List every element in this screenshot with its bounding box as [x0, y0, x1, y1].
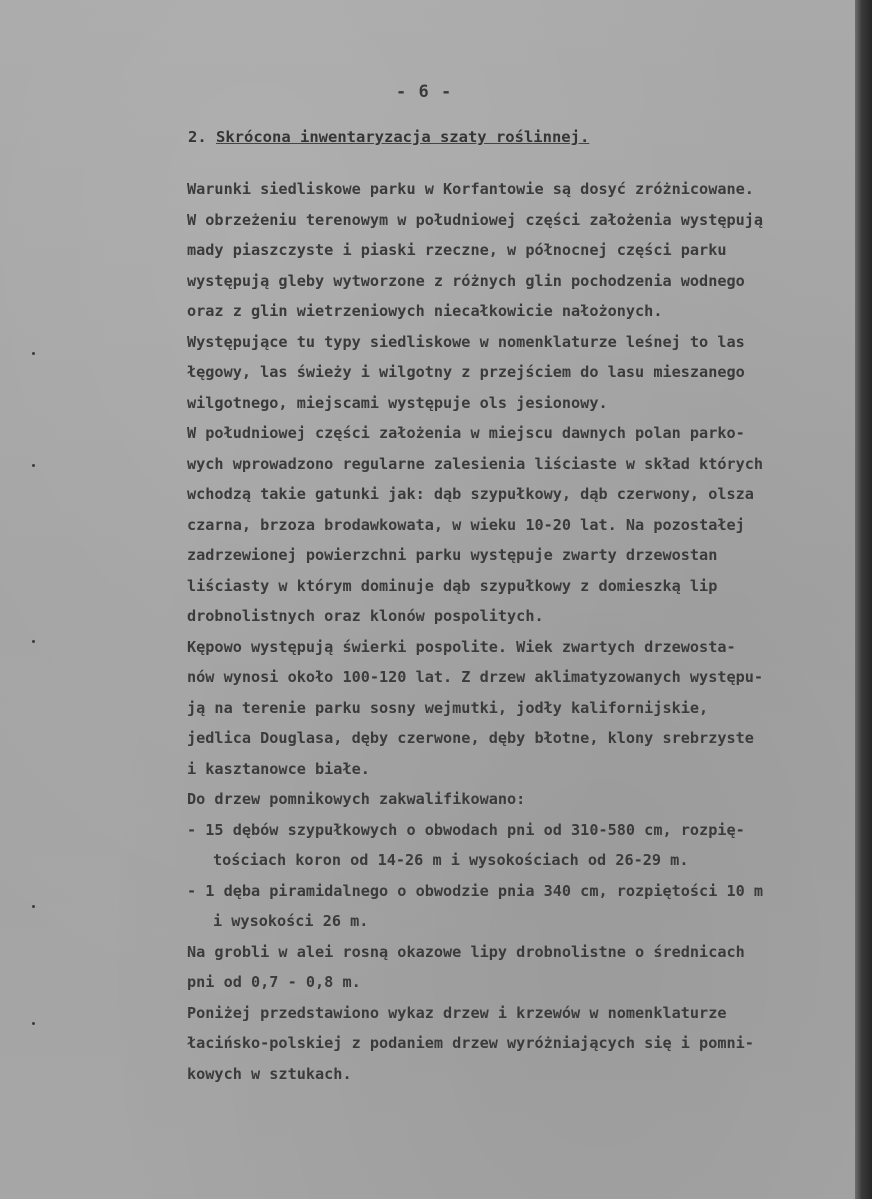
body-text	[187, 174, 855, 1089]
section-heading	[188, 128, 589, 146]
text-line: pni od 0,7 - 0,8 m.	[187, 973, 361, 991]
text-line: mady piaszczyste i piaski rzeczne, w północnej części parku	[187, 241, 727, 259]
text-line: Występujące tu typy siedliskowe w nomenklaturze leśnej to las	[187, 332, 745, 351]
text-line: łęgowy, las świeży i wilgotny z przejściem do lasu mieszanego	[187, 363, 745, 381]
punch-dot	[32, 905, 35, 908]
text-line: kowych w sztukach.	[187, 1064, 352, 1083]
punch-dot	[32, 640, 35, 643]
punch-dot	[32, 464, 35, 467]
text-line: występują gleby wytworzone z różnych glin pochodzenia wodnego	[187, 271, 745, 290]
punch-dot	[32, 352, 35, 355]
text-line: liściasty w którym dominuje dąb szypułkowy z domieszką lip	[187, 576, 718, 595]
section-number: 2.	[188, 128, 207, 146]
text-line: drobnolistnych oraz klonów pospolitych.	[187, 607, 544, 625]
text-line: czarna, brzoza brodawkowata, w wieku 10-20 lat. Na pozostałej	[187, 515, 745, 534]
text-line: Kępowo występują świerki pospolite. Wiek zwartych drzewosta-	[187, 637, 736, 656]
text-line: Warunki siedliskowe parku w Korfantowie są dosyć zróżnicowane.	[187, 180, 754, 198]
scan-edge	[855, 0, 872, 1199]
text-line: tościach koron od 14-26 m i wysokościach od 26-29 m.	[213, 851, 689, 869]
text-line: wilgotnego, miejscami występuje ols jesionowy.	[187, 393, 608, 412]
text-line: W południowej części założenia w miejscu dawnych polan parko-	[187, 424, 745, 442]
text-line: Poniżej przedstawiono wykaz drzew i krzewów w nomenklaturze	[187, 1003, 727, 1022]
text-line: nów wynosi około 100-120 lat. Z drzew aklimatyzowanych występu-	[187, 668, 764, 686]
text-line: oraz z glin wietrzeniowych niecałkowicie nałożonych.	[187, 302, 663, 320]
text-line: łacińsko-polskiej z podaniem drzew wyróżniających się i pomni-	[187, 1034, 754, 1052]
punch-dot	[32, 1022, 35, 1025]
text-line: Na grobli w alei rosną okazowe lipy drobnolistne o średnicach	[187, 942, 745, 961]
page-number: - 6 -	[396, 82, 453, 102]
text-line: ją na terenie parku sosny wejmutki, jodły kalifornijskie,	[187, 698, 709, 717]
text-line: Do drzew pomnikowych zakwalifikowano:	[187, 790, 526, 808]
section-title: Skrócona inwentaryzacja szaty roślinnej.	[216, 128, 590, 146]
text-line: W obrzeżeniu terenowym w południowej części założenia występują	[187, 210, 764, 229]
text-line: wych wprowadzono regularne zalesienia liściaste w skład których	[187, 454, 764, 473]
text-line: zadrzewionej powierzchni parku występuje zwarty drzewostan	[187, 546, 718, 564]
text-line: wchodzą takie gatunki jak: dąb szypułkowy, dąb czerwony, olsza	[187, 485, 754, 503]
text-line: - 1 dęba piramidalnego o obwodzie pnia 340 cm, rozpiętości 10 m	[187, 881, 764, 900]
text-line: i wysokości 26 m.	[213, 912, 369, 930]
text-line: i kasztanowce białe.	[187, 759, 370, 778]
text-line: jedlica Douglasa, dęby czerwone, dęby błotne, klony srebrzyste	[187, 729, 754, 747]
text-line: - 15 dębów szypułkowych o obwodach pni od 310-580 cm, rozpię-	[187, 820, 745, 839]
